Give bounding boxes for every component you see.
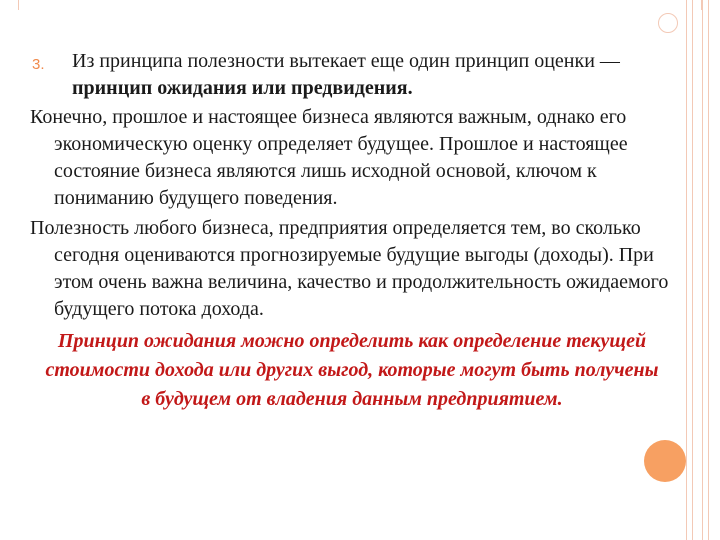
item-text-regular: Из принципа полезности вытекает еще один принцип оценки — — [72, 50, 620, 72]
slide-frame-top — [18, 0, 702, 10]
decor-rail-line — [686, 0, 687, 540]
paragraph-past-present: Конечно, прошлое и настоящее бизнеса являются важным, однако его экономическую оценку определяет будущее. Прошлое и настоящее состояние бизнеса являются лишь исходной основой, ключом к пониманию будущего поведения. — [30, 106, 628, 209]
decor-rail-line — [702, 0, 703, 540]
decor-rail-line — [708, 0, 709, 540]
decor-circle-small — [658, 13, 678, 33]
decor-circle-orange — [644, 440, 686, 482]
slide-content — [30, 48, 680, 414]
numbered-item-3 — [30, 48, 680, 102]
decor-rail-line — [692, 0, 693, 540]
item-number: 3. — [32, 56, 45, 73]
paragraph-usefulness: Полезность любого бизнеса, предприятия определяется тем, во сколько сегодня оцениваются прогнозируемые будущие выгоды (доходы). При этом очень важна величина, качество и продолжительность ожидаемого будущего потока дохода. — [30, 217, 669, 320]
item-text — [72, 48, 680, 102]
emphasis-definition: Принцип ожидания можно определить как определение текущей стоимости дохода или других выгод, которые могут быть получены в будущем от владения данным предприятием. — [45, 330, 659, 410]
item-text-bold: принцип ожидания или предвидения. — [72, 77, 413, 99]
